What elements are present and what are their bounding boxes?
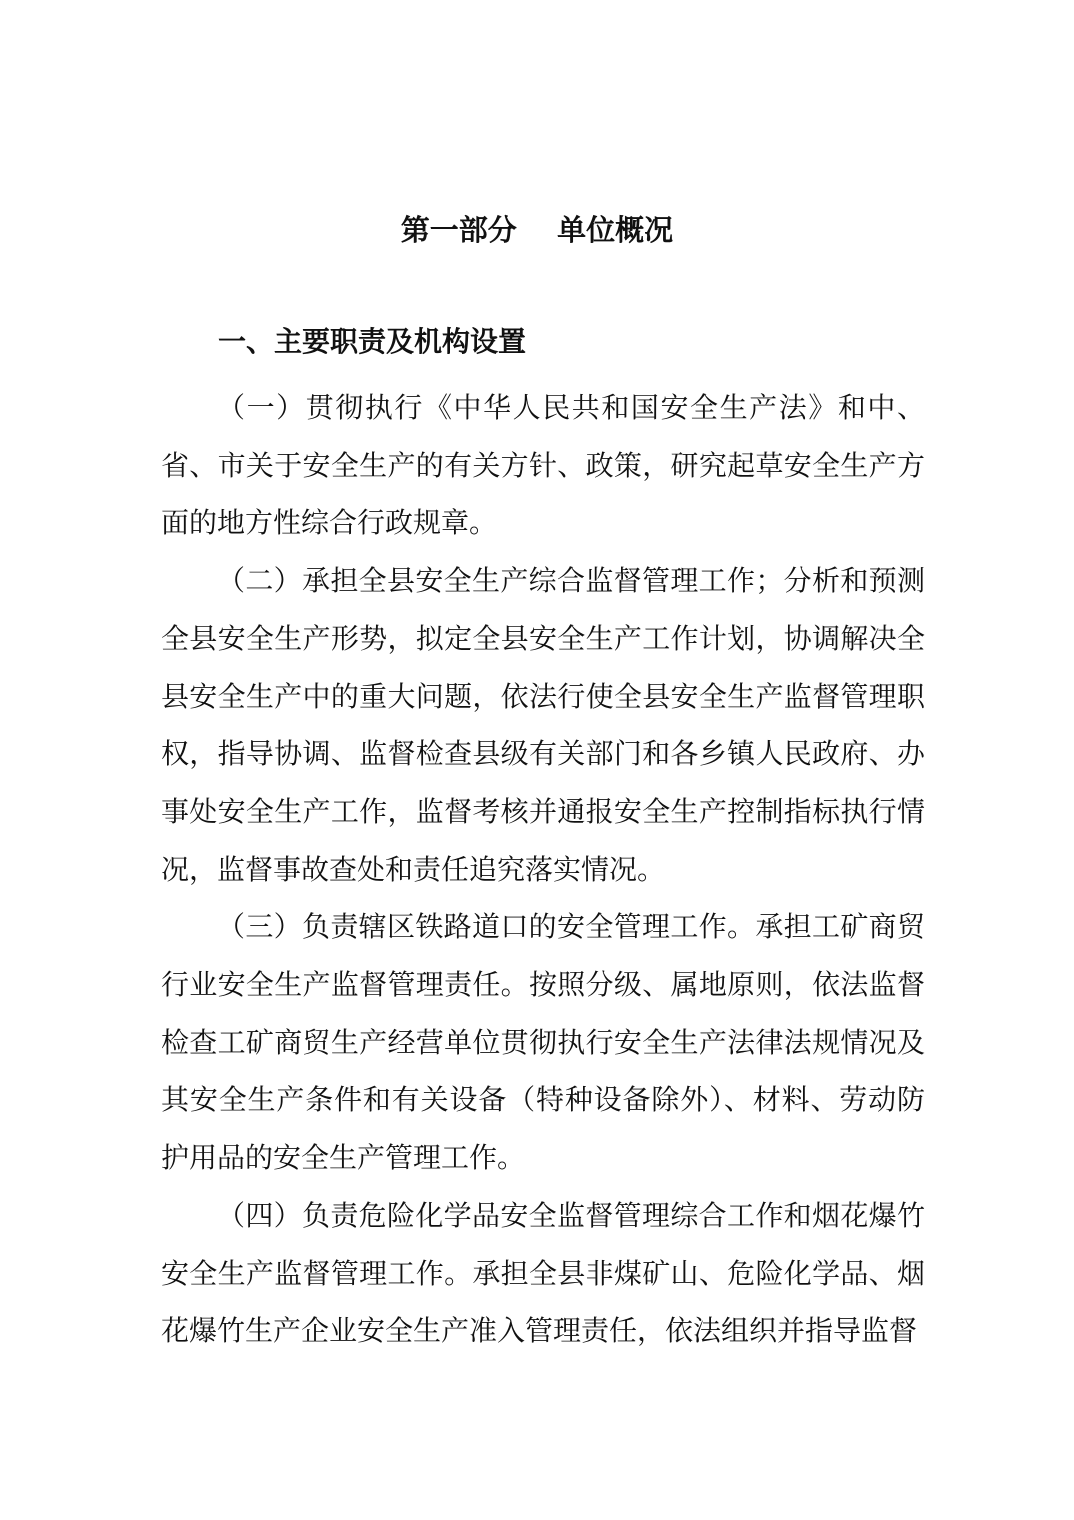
paragraph-1: （一）贯彻执行《中华人民共和国安全生产法》和中、省、市关于安全生产的有关方针、政策，研究起草安全生产方面的地方性综合行政规章。 [161,391,925,540]
body-text [161,379,925,1360]
paragraph-4: （四）负责危险化学品安全监督管理综合工作和烟花爆竹安全生产监督管理工作。承担全县非煤矿山、危险化学品、烟花爆竹生产企业安全生产准入管理责任，依法组织并指导监督 [161,1198,925,1348]
section-heading: 一、主要职责及机构设置 [218,325,527,358]
paragraph-2: （二）承担全县安全生产综合监督管理工作；分析和预测全县安全生产形势，拟定全县安全生产工作计划，协调解决全县安全生产中的重大问题，依法行使全县安全生产监督管理职权，指导协调、监督检查县级有关部门和各乡镇人民政府、办事处安全生产工作，监督考核并通报安全生产控制指标执行情况，监督事故查处和责任追究落实情况。 [161,564,925,886]
paragraph-3: （三）负责辖区铁路道口的安全管理工作。承担工矿商贸行业安全生产监督管理责任。按照分级、属地原则，依法监督检查工矿商贸生产经营单位贯彻执行安全生产法律法规情况及其安全生产条件和有关设备（特种设备除外）、材料、劳动防护用品的安全生产管理工作。 [161,910,925,1175]
page-title: 第一部分 单位概况 [400,213,674,247]
